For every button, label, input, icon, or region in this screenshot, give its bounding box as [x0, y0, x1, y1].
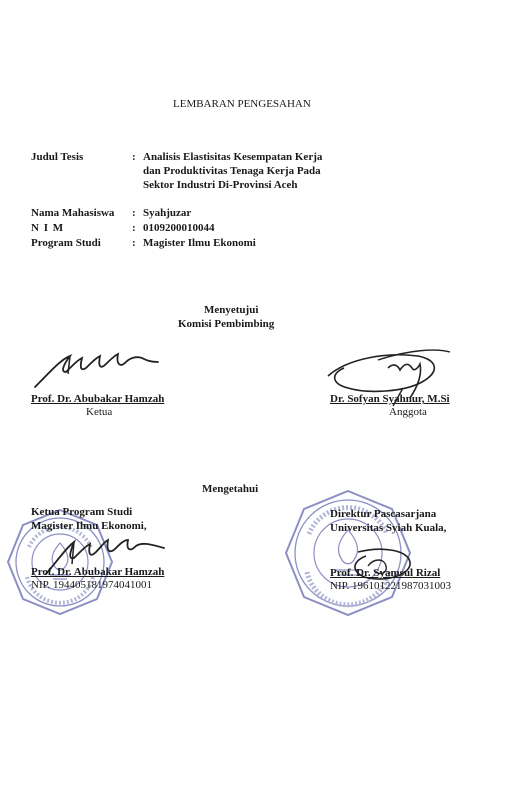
ack-right-title-line2: Universitas Syiah Kuala, [330, 522, 447, 534]
field-sep-nama: : [132, 207, 136, 219]
approval-right-role: Anggota [389, 406, 427, 418]
ack-left-nip: NIP. 194405181974041001 [31, 579, 153, 591]
field-sep-prodi: : [132, 237, 136, 249]
approval-right-name: Dr. Sofyan Syahnur, M.Si [330, 393, 450, 405]
field-value-nama: Syahjuzar [143, 207, 192, 219]
approval-left-name: Prof. Dr. Abubakar Hamzah [31, 393, 165, 405]
field-label-judul: Judul Tesis [31, 151, 84, 163]
page-title: LEMBARAN PENGESAHAN [173, 98, 311, 110]
ack-left-title-line1: Ketua Program Studi [31, 506, 133, 518]
acknowledgement-heading: Mengetahui [202, 483, 259, 495]
field-value-nim: 0109200010044 [143, 222, 215, 234]
field-value-judul-line3: Sektor Industri Di-Provinsi Aceh [143, 179, 298, 191]
approval-left-role: Ketua [86, 406, 113, 418]
field-label-prodi: Program Studi [31, 237, 101, 249]
field-sep-nim: : [132, 222, 136, 234]
ack-right-title-line1: Direktur Pascasarjana [330, 508, 437, 520]
field-value-judul-line1: Analisis Elastisitas Kesempatan Kerja [143, 151, 323, 163]
field-value-judul-line2: dan Produktivitas Tenaga Kerja Pada [143, 165, 321, 177]
field-label-nama: Nama Mahasiswa [31, 207, 115, 219]
ack-left-title-line2: Magister Ilmu Ekonomi, [31, 520, 147, 532]
ack-left-name: Prof. Dr. Abubakar Hamzah [31, 566, 165, 578]
ack-right-nip: NIP. 196101221987031003 [330, 580, 452, 592]
field-sep-judul: : [132, 151, 136, 163]
ack-right-name: Prof. Dr. Syamsul Rizal [330, 567, 441, 579]
field-label-nim: N I M [31, 222, 65, 234]
approval-heading: Menyetujui [204, 304, 259, 316]
signature-ketua [30, 342, 170, 392]
field-value-prodi: Magister Ilmu Ekonomi [143, 237, 256, 249]
approval-subheading: Komisi Pembimbing [178, 318, 275, 330]
